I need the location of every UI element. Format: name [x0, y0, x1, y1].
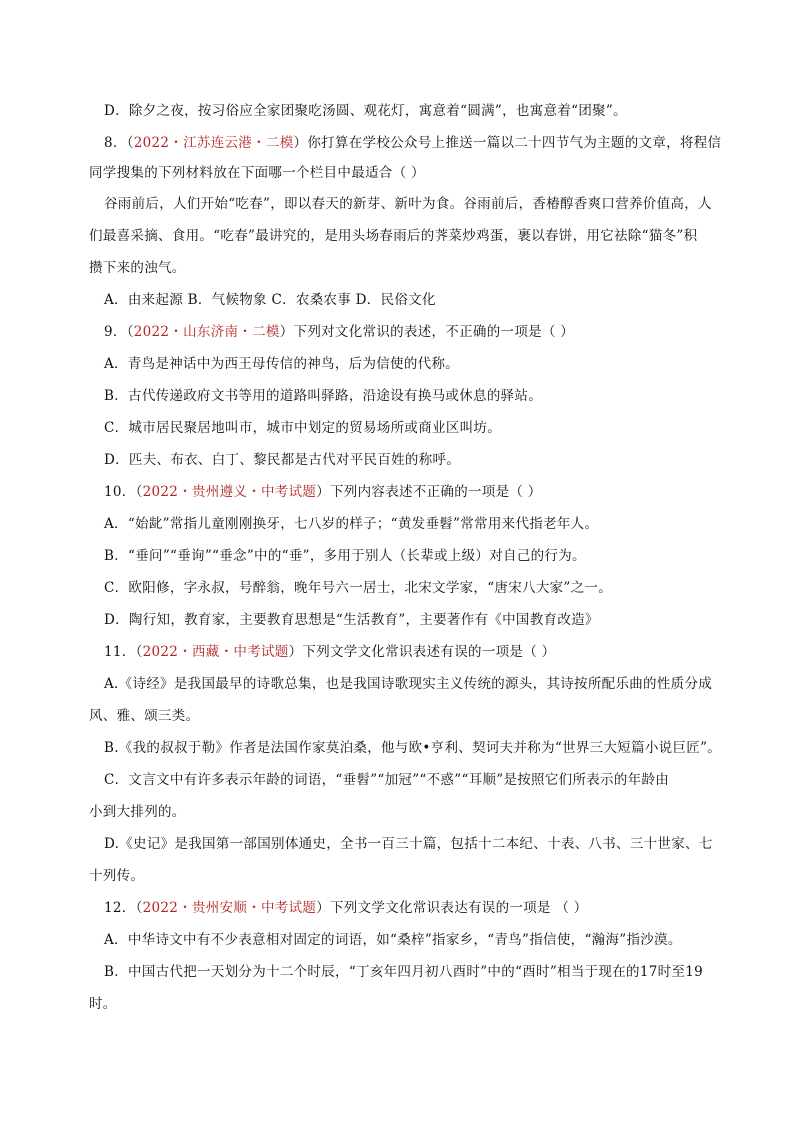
question-stem: ）下列文学文化常识表达有误的一项是 （ ）: [316, 900, 588, 916]
question-12-header: [104, 899, 588, 917]
question-stem: ）下列内容表述不正确的一项是（ ）: [316, 484, 542, 500]
question-11-header: [104, 643, 555, 661]
option-d: D．匹夫、布衣、白丁、黎民都是古代对平民百姓的称呼。: [104, 452, 461, 468]
passage-line: 们最喜采摘、食用。“吃春”最讲究的，是用头场春雨后的荠菜炒鸡蛋，裹以春饼，用它祛除“猫冬”积: [89, 228, 698, 244]
option-a-cont: 风、雅、颂三类。: [89, 708, 200, 724]
option-d: D.《史记》是我国第一部国别体通史，全书一百三十篇，包括十二本纪、十表、八书、三十世家、七: [104, 836, 713, 852]
option-a: A.《诗经》是我国最早的诗歌总集，也是我国诗歌现实主义传统的源头，其诗按所配乐曲的性质分成: [104, 676, 713, 692]
question-number: 10．（: [104, 484, 143, 500]
option-c: C．文言文中有许多表示年龄的词语，“垂髫”“加冠”“不惑”“耳顺”是按照它们所表示的年龄由: [104, 772, 670, 788]
option-b: B．古代传递政府文书等用的道路叫驿路，沿途设有换马或休息的驿站。: [104, 388, 543, 404]
question-number: 9．（: [104, 324, 134, 340]
option-a: A．“始龀”常指儿童刚刚换牙，七八岁的样子；“黄发垂髫”常常用来代指老年人。: [104, 516, 599, 532]
question-stem: ）下列对文化常识的表述，不正确的一项是（ ）: [279, 324, 575, 340]
option-c-cont: 小到大排列的。: [89, 804, 186, 820]
question-stem: ）你打算在学校公众号上推送一篇以二十四节气为主题的文章，将程信: [293, 135, 722, 151]
passage-line: 谷雨前后，人们开始“吃春”，即以春天的新芽、新叶为食。谷雨前后，香椿醇香爽口营养价值高，人: [104, 196, 712, 212]
question-8-options: A．由来起源 B．气候物象 C．农桑农事 D．民俗文化: [104, 292, 436, 308]
option-d: D．陶行知，教育家，主要教育思想是“生活教育”，主要著作有《中国教育改造》: [104, 612, 599, 628]
question-8-stem-cont: 同学搜集的下列材料放在下面哪一个栏目中最适合（ ）: [89, 165, 425, 181]
option-a: A．中华诗文中有不少表意相对固定的词语，如“桑梓”指家乡，“青鸟”指信使，“瀚海”指沙漠。: [104, 932, 682, 948]
question-number: 8．（: [104, 135, 134, 151]
option-c: C．欧阳修，字永叔，号醉翁，晚年号六一居士，北宋文学家，“唐宋八大家”之一。: [104, 580, 613, 596]
question-number: 12．（: [104, 900, 143, 916]
question-source: 2022・西藏・中考试题: [142, 644, 289, 660]
passage-line: 攒下来的浊气。: [89, 260, 186, 276]
option-d-cont: 十列传。: [89, 868, 145, 884]
option-d-q7: D．除夕之夜，按习俗应全家团聚吃汤圆、观花灯，寓意着“圆满”，也寓意着“团聚”。: [104, 103, 627, 119]
option-a: A．青鸟是神话中为西王母传信的神鸟，后为信使的代称。: [104, 356, 460, 372]
option-c: C．城市居民聚居地叫市，城市中划定的贸易场所或商业区叫坊。: [104, 420, 502, 436]
question-number: 11．（: [104, 644, 143, 660]
question-stem: ）下列文学文化常识表述有误的一项是（ ）: [288, 644, 556, 660]
option-b: B．“垂问”“垂询”“垂念”中的“垂”，多用于别人（长辈或上级）对自己的行为。: [104, 548, 586, 564]
question-source: 2022・贵州安顺・中考试题: [142, 900, 317, 916]
option-b: B．中国古代把一天划分为十二个时辰，“丁亥年四月初八酉时”中的“酉时”相当于现在的17时至19: [104, 964, 703, 980]
question-source: 2022・贵州遵义・中考试题: [142, 484, 317, 500]
question-10-header: [104, 483, 542, 501]
question-source: 2022・山东济南・二模: [133, 324, 280, 340]
question-source: 2022・江苏连云港・二模: [133, 135, 294, 151]
question-9-header: [104, 323, 574, 341]
option-b-cont: 时。: [89, 996, 117, 1012]
option-b: B.《我的叔叔于勒》作者是法国作家莫泊桑，他与欧•亨利、契诃夫并称为“世界三大短篇小说巨匠”。: [104, 740, 722, 756]
question-8-header: [104, 134, 721, 152]
